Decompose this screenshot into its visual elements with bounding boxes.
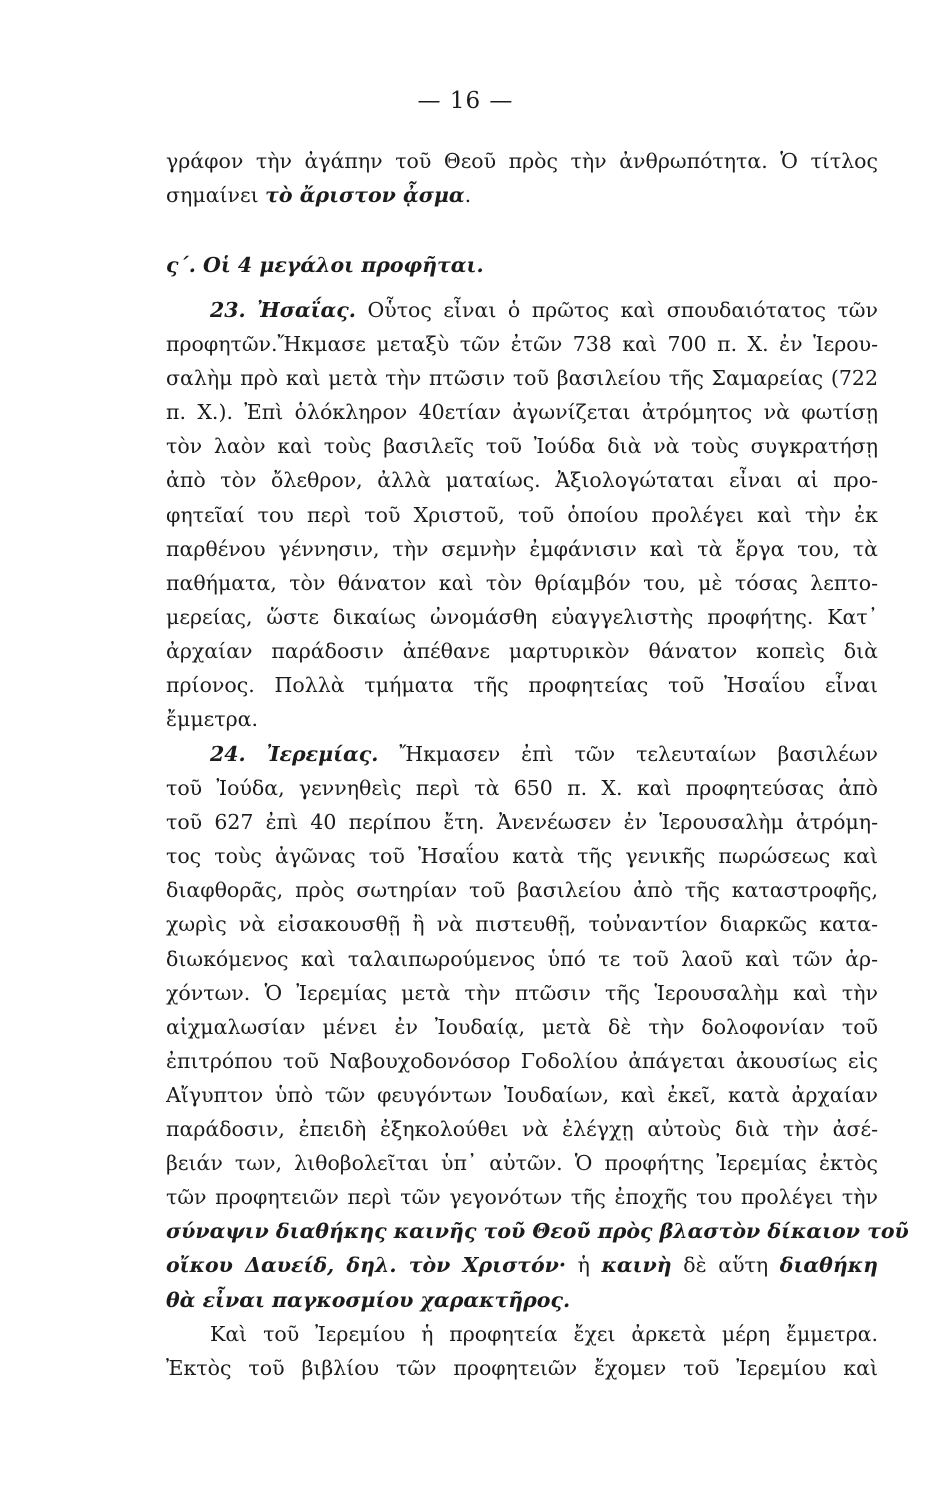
- emphasis-line: θὰ εἶναι παγκοσμίου χαρακτῆρος.: [166, 1287, 571, 1312]
- page-number: — 16 —: [417, 88, 514, 114]
- entry-number: 23.: [210, 298, 246, 322]
- paragraph-line: Καὶ τοῦ Ἰερεμίου ἡ προφητεία ἔχει ἀρκετὰ μέρη ἔμμετρα.: [210, 1321, 878, 1346]
- paragraph-line: ἔμμετρα.: [166, 707, 259, 732]
- paragraph-line: ἀπὸ τὸν ὄλεθρον, ἀλλὰ ματαίως. Ἀξιολογώταται εἶναι αἱ προ-: [166, 468, 878, 493]
- paragraph-line: μερείας, ὥστε δικαίως ὠνομάσθη εὐαγγελιστὴς προφήτης. Κατ᾿: [166, 604, 878, 629]
- paragraph-line: τὸν λαὸν καὶ τοὺς βασιλεῖς τοῦ Ἰούδα διὰ νὰ τοὺς συγκρατήσῃ: [166, 434, 878, 459]
- paragraph-line: ἐπιτρόπου τοῦ Ναβουχοδονόσορ Γοδολίου ἀπάγεται ἀκουσίως εἰς: [166, 1048, 878, 1073]
- paragraph-line: χόντων. Ὁ Ἰερεμίας μετὰ τὴν πτῶσιν τῆς Ἱερουσαλὴμ καὶ τὴν: [166, 980, 878, 1005]
- section-heading-title: Οἱ 4 μεγάλοι προφῆται.: [203, 253, 484, 277]
- intro-emphasis: τὸ ἄριστον ᾆσμα: [265, 183, 465, 208]
- paragraph-line: Αἴγυπτον ὑπὸ τῶν φευγόντων Ἰουδαίων, καὶ ἐκεῖ, κατὰ ἀρχαίαν: [166, 1082, 878, 1107]
- paragraph-line: παρθένου γέννησιν, τὴν σεμνὴν ἐμφάνισιν καὶ τὰ ἔργα του, τὰ: [166, 536, 878, 561]
- emphasis-line: οἴκου Δαυείδ, δηλ. τὸν Χριστόν· ἡ καινὴ δὲ αὕτη διαθήκη: [166, 1253, 878, 1278]
- paragraph-line: προφητῶν.Ἤκμασε μεταξὺ τῶν ἐτῶν 738 καὶ 700 π. Χ. ἐν Ἱερου-: [166, 332, 878, 357]
- paragraph-line: σαλὴμ πρὸ καὶ μετὰ τὴν πτῶσιν τοῦ βασιλείου τῆς Σαμαρείας (722: [166, 366, 878, 391]
- paragraph-line: βειάν των, λιθοβολεῖται ὑπ᾿ αὐτῶν. Ὁ προφήτης Ἰερεμίας ἐκτὸς: [166, 1151, 878, 1176]
- paragraph-line: παράδοσιν, ἐπειδὴ ἐξηκολούθει νὰ ἐλέγχῃ αὐτοὺς διὰ τὴν ἀσέ-: [166, 1117, 878, 1142]
- paragraph-line: τος τοὺς ἀγῶνας τοῦ Ἠσαΐου κατὰ τῆς γενικῆς πωρώσεως καὶ: [166, 844, 878, 869]
- section-heading-mark: ς΄.: [166, 253, 196, 277]
- paragraph-line: φητεῖαί του περὶ τοῦ Χριστοῦ, τοῦ ὁποίου προλέγει καὶ τὴν ἐκ: [166, 502, 878, 527]
- section-heading: [166, 248, 878, 282]
- isaiah-paragraph: [166, 293, 878, 736]
- intro-line: γράφον τὴν ἀγάπην τοῦ Θεοῦ πρὸς τὴν ἀνθρωπότητα. Ὁ τίτλος: [166, 149, 878, 173]
- paragraph-line: πρίονος. Πολλὰ τμήματα τῆς προφητείας τοῦ Ἠσαΐου εἶναι: [166, 673, 878, 698]
- entry-name: Ἠσαΐας.: [257, 298, 356, 322]
- paragraph-line: τῶν προφητειῶν περὶ τῶν γεγονότων τῆς ἐποχῆς του προλέγει τὴν: [166, 1185, 878, 1210]
- paragraph-line: διαφθορᾶς, πρὸς σωτηρίαν τοῦ βασιλείου ἀπὸ τῆς καταστροφῆς,: [166, 878, 878, 903]
- paragraph-line: π. Χ.). Ἐπὶ ὁλόκληρον 40ετίαν ἀγωνίζεται ἀτρόμητος νὰ φωτίσῃ: [166, 400, 878, 425]
- paragraph-line: διωκόμενος καὶ ταλαιπωρούμενος ὑπό τε τοῦ λαοῦ καὶ τῶν ἀρ-: [166, 946, 878, 971]
- entry-number: 24.: [210, 742, 246, 766]
- paragraph-line: 24. Ἰερεμίας. Ἤκμασεν ἐπὶ τῶν τελευταίων βασιλέων: [210, 742, 878, 766]
- paragraph-line: τοῦ Ἰούδα, γεννηθεὶς περὶ τὰ 650 π. Χ. καὶ προφητεύσας ἀπὸ: [166, 776, 878, 801]
- paragraph-line: ἀρχαίαν παράδοσιν ἀπέθανε μαρτυρικὸν θάνατον κοπεὶς διὰ: [166, 638, 878, 663]
- paragraph-line: Ἐκτὸς τοῦ βιβλίου τῶν προφητειῶν ἔχομεν τοῦ Ἰερεμίου καὶ: [166, 1355, 878, 1380]
- intro-paragraph: [166, 144, 878, 212]
- jeremiah-paragraph: [166, 737, 909, 1385]
- paragraph-line: 23. Ἠσαΐας. Οὗτος εἶναι ὁ πρῶτος καὶ σπουδαιότατος τῶν: [210, 298, 878, 322]
- paragraph-line: χωρὶς νὰ εἰσακουσθῇ ἢ νὰ πιστευθῇ, τοὐναντίον διαρκῶς κατα-: [166, 912, 878, 937]
- intro-line: σημαίνει τὸ ἄριστον ᾆσμα.: [166, 183, 472, 208]
- paragraph-line: παθήματα, τὸν θάνατον καὶ τὸν θρίαμβόν του, μὲ τόσας λεπτο-: [166, 570, 878, 595]
- emphasis-line: σύναψιν διαθήκης καινῆς τοῦ Θεοῦ πρὸς βλαστὸν δίκαιον τοῦ: [166, 1219, 909, 1244]
- paragraph-line: τοῦ 627 ἐπὶ 40 περίπου ἔτη. Ἀνενέωσεν ἐν Ἱερουσαλὴμ ἀτρόμη-: [166, 810, 878, 835]
- entry-name: Ἰερεμίας.: [266, 742, 379, 766]
- paragraph-line: αἰχμαλωσίαν μένει ἐν Ἰουδαίᾳ, μετὰ δὲ τὴν δολοφονίαν τοῦ: [166, 1014, 878, 1039]
